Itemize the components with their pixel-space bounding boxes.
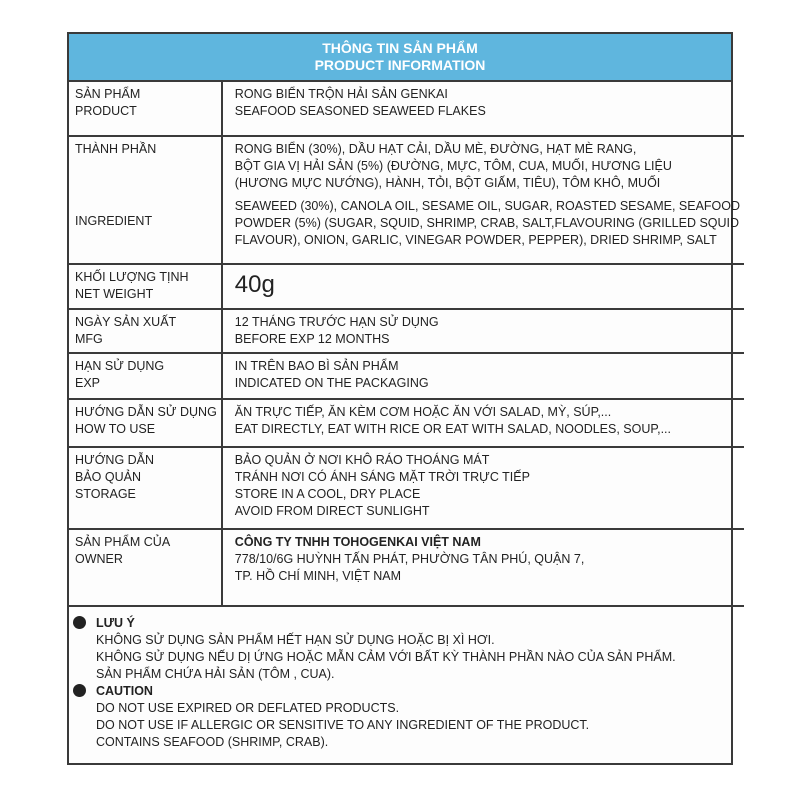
row-value	[222, 309, 744, 353]
row-value	[222, 529, 744, 606]
label-en: INGREDIENT	[75, 214, 153, 228]
label-vi: SẢN PHẨM CỦA	[75, 535, 171, 549]
row-value	[222, 353, 744, 399]
row-net-weight	[69, 264, 744, 309]
value-vi: RONG BIỂN TRỘN HẢI SẢN GENKAI	[234, 87, 448, 101]
bullet-icon	[73, 684, 86, 697]
company-name: CÔNG TY TNHH TOHOGENKAI VIỆT NAM	[234, 535, 481, 549]
row-label	[69, 264, 222, 309]
label-vi-1: HƯỚNG DẪN	[75, 453, 155, 467]
vi-note-line-1: KHÔNG SỬ DỤNG SẢN PHẨM HẾT HẠN SỬ DỤNG HOẶC BỊ XÌ HƠI.	[96, 633, 495, 647]
row-value	[222, 447, 744, 529]
label-vi: SẢN PHẨM	[75, 87, 141, 101]
value-vi-2: TRÁNH NƠI CÓ ÁNH SÁNG MẶT TRỜI TRỰC TIẾP	[234, 470, 530, 484]
bullet-icon	[73, 616, 86, 629]
value-vi: ĂN TRỰC TIẾP, ĂN KÈM CƠM HOẶC ĂN VỚI SALAD, MỲ, SÚP,...	[234, 405, 612, 419]
vi-note-title: LƯU Ý	[96, 616, 135, 630]
value-en-2: AVOID FROM DIRECT SUNLIGHT	[234, 504, 430, 518]
value-vi: IN TRÊN BAO BÌ SẢN PHẨM	[234, 359, 399, 373]
row-ingredient	[69, 136, 744, 264]
label-en: EXP	[75, 376, 101, 390]
row-value	[222, 82, 744, 136]
vi-note-heading	[69, 615, 731, 632]
header-title-vi: THÔNG TIN SẢN PHẨM	[322, 40, 478, 56]
value-vi-1: BẢO QUẢN Ở NƠI KHÔ RÁO THOÁNG MÁT	[234, 453, 490, 467]
row-storage	[69, 447, 744, 529]
row-product	[69, 82, 744, 136]
product-info-label	[67, 32, 741, 765]
value-en-1: SEAWEED (30%), CANOLA OIL, SESAME OIL, SUGAR, ROASTED SESAME, SEAFOOD	[234, 199, 741, 213]
label-vi: KHỐI LƯỢNG TỊNH	[75, 270, 189, 284]
value-vi-1: RONG BIỂN (30%), DẦU HẠT CẢI, DẦU MÈ, ĐƯỜNG, HẠT MÈ RANG,	[234, 142, 637, 156]
net-weight-value: 40g	[234, 271, 275, 298]
row-value	[222, 399, 744, 447]
label-vi: HẠN SỬ DỤNG	[75, 359, 165, 373]
notes-section	[69, 610, 731, 751]
row-mfg	[69, 309, 744, 353]
row-value	[222, 136, 744, 264]
label-en: OWNER	[75, 552, 123, 566]
value-en: INDICATED ON THE PACKAGING	[234, 376, 429, 390]
row-label	[69, 353, 222, 399]
label-vi-2: BẢO QUẢN	[75, 470, 141, 484]
label-en: PRODUCT	[75, 104, 137, 118]
value-en: SEAFOOD SEASONED SEAWEED FLAKES	[234, 104, 486, 118]
row-label	[69, 136, 222, 264]
label-vi: THÀNH PHẦN	[75, 142, 157, 156]
en-note-line-2: DO NOT USE IF ALLERGIC OR SENSITIVE TO ANY INGREDIENT OF THE PRODUCT.	[96, 718, 590, 732]
row-owner	[69, 529, 744, 606]
label-vi: NGÀY SẢN XUẤT	[75, 315, 177, 329]
value-vi: 12 THÁNG TRƯỚC HẠN SỬ DỤNG	[234, 315, 439, 329]
en-note-line-3: CONTAINS SEAFOOD (SHRIMP, CRAB).	[96, 735, 329, 749]
header-banner	[69, 34, 731, 82]
label-en: STORAGE	[75, 487, 136, 501]
vi-note-line-2: KHÔNG SỬ DỤNG NẾU DỊ ỨNG HOẶC MẪN CẢM VỚI BẤT KỲ THÀNH PHẦN NÀO CỦA SẢN PHẨM.	[96, 650, 676, 664]
value-en-2: POWDER (5%) (SUGAR, SQUID, SHRIMP, CRAB, SALT,FLAVOURING (GRILLED SQUID	[234, 216, 740, 230]
en-note-title: CAUTION	[96, 684, 153, 698]
value-en-1: STORE IN A COOL, DRY PLACE	[234, 487, 421, 501]
row-exp	[69, 353, 744, 399]
value-en-3: FLAVOUR), ONION, GARLIC, VINEGAR POWDER, PEPPER), DRIED SHRIMP, SALT	[234, 233, 717, 247]
row-label	[69, 399, 222, 447]
en-note-heading	[69, 683, 731, 700]
value-vi-2: BỘT GIA VỊ HẢI SẢN (5%) (ĐƯỜNG, MỰC, TÔM, CUA, MUỐI, HƯƠNG LIỆU	[234, 159, 672, 173]
row-label	[69, 309, 222, 353]
row-label	[69, 447, 222, 529]
row-label	[69, 82, 222, 136]
label-en: NET WEIGHT	[75, 287, 154, 301]
en-note-line-1: DO NOT USE EXPIRED OR DEFLATED PRODUCTS.	[96, 701, 400, 715]
row-label	[69, 529, 222, 606]
label-en: MFG	[75, 332, 103, 346]
header-title-en: PRODUCT INFORMATION	[314, 57, 486, 73]
vi-note-line-3: SẢN PHẨM CHỨA HẢI SẢN (TÔM , CUA).	[96, 667, 335, 681]
label-vi: HƯỚNG DẪN SỬ DỤNG	[75, 405, 217, 419]
address-line-2: TP. HỒ CHÍ MINH, VIỆT NAM	[234, 569, 402, 583]
label-en: HOW TO USE	[75, 422, 156, 436]
value-en: BEFORE EXP 12 MONTHS	[234, 332, 390, 346]
info-table	[69, 82, 744, 607]
value-en: EAT DIRECTLY, EAT WITH RICE OR EAT WITH SALAD, NOODLES, SOUP,...	[234, 422, 671, 436]
row-how-to-use	[69, 399, 744, 447]
row-value	[222, 264, 744, 309]
value-vi-3: (HƯƠNG MỰC NƯỚNG), HÀNH, TỎI, BỘT GIẤM, TIÊU), TÔM KHÔ, MUỐI	[234, 176, 661, 190]
address-line-1: 778/10/6G HUỲNH TẤN PHÁT, PHƯỜNG TÂN PHÚ, QUẬN 7,	[234, 552, 585, 566]
